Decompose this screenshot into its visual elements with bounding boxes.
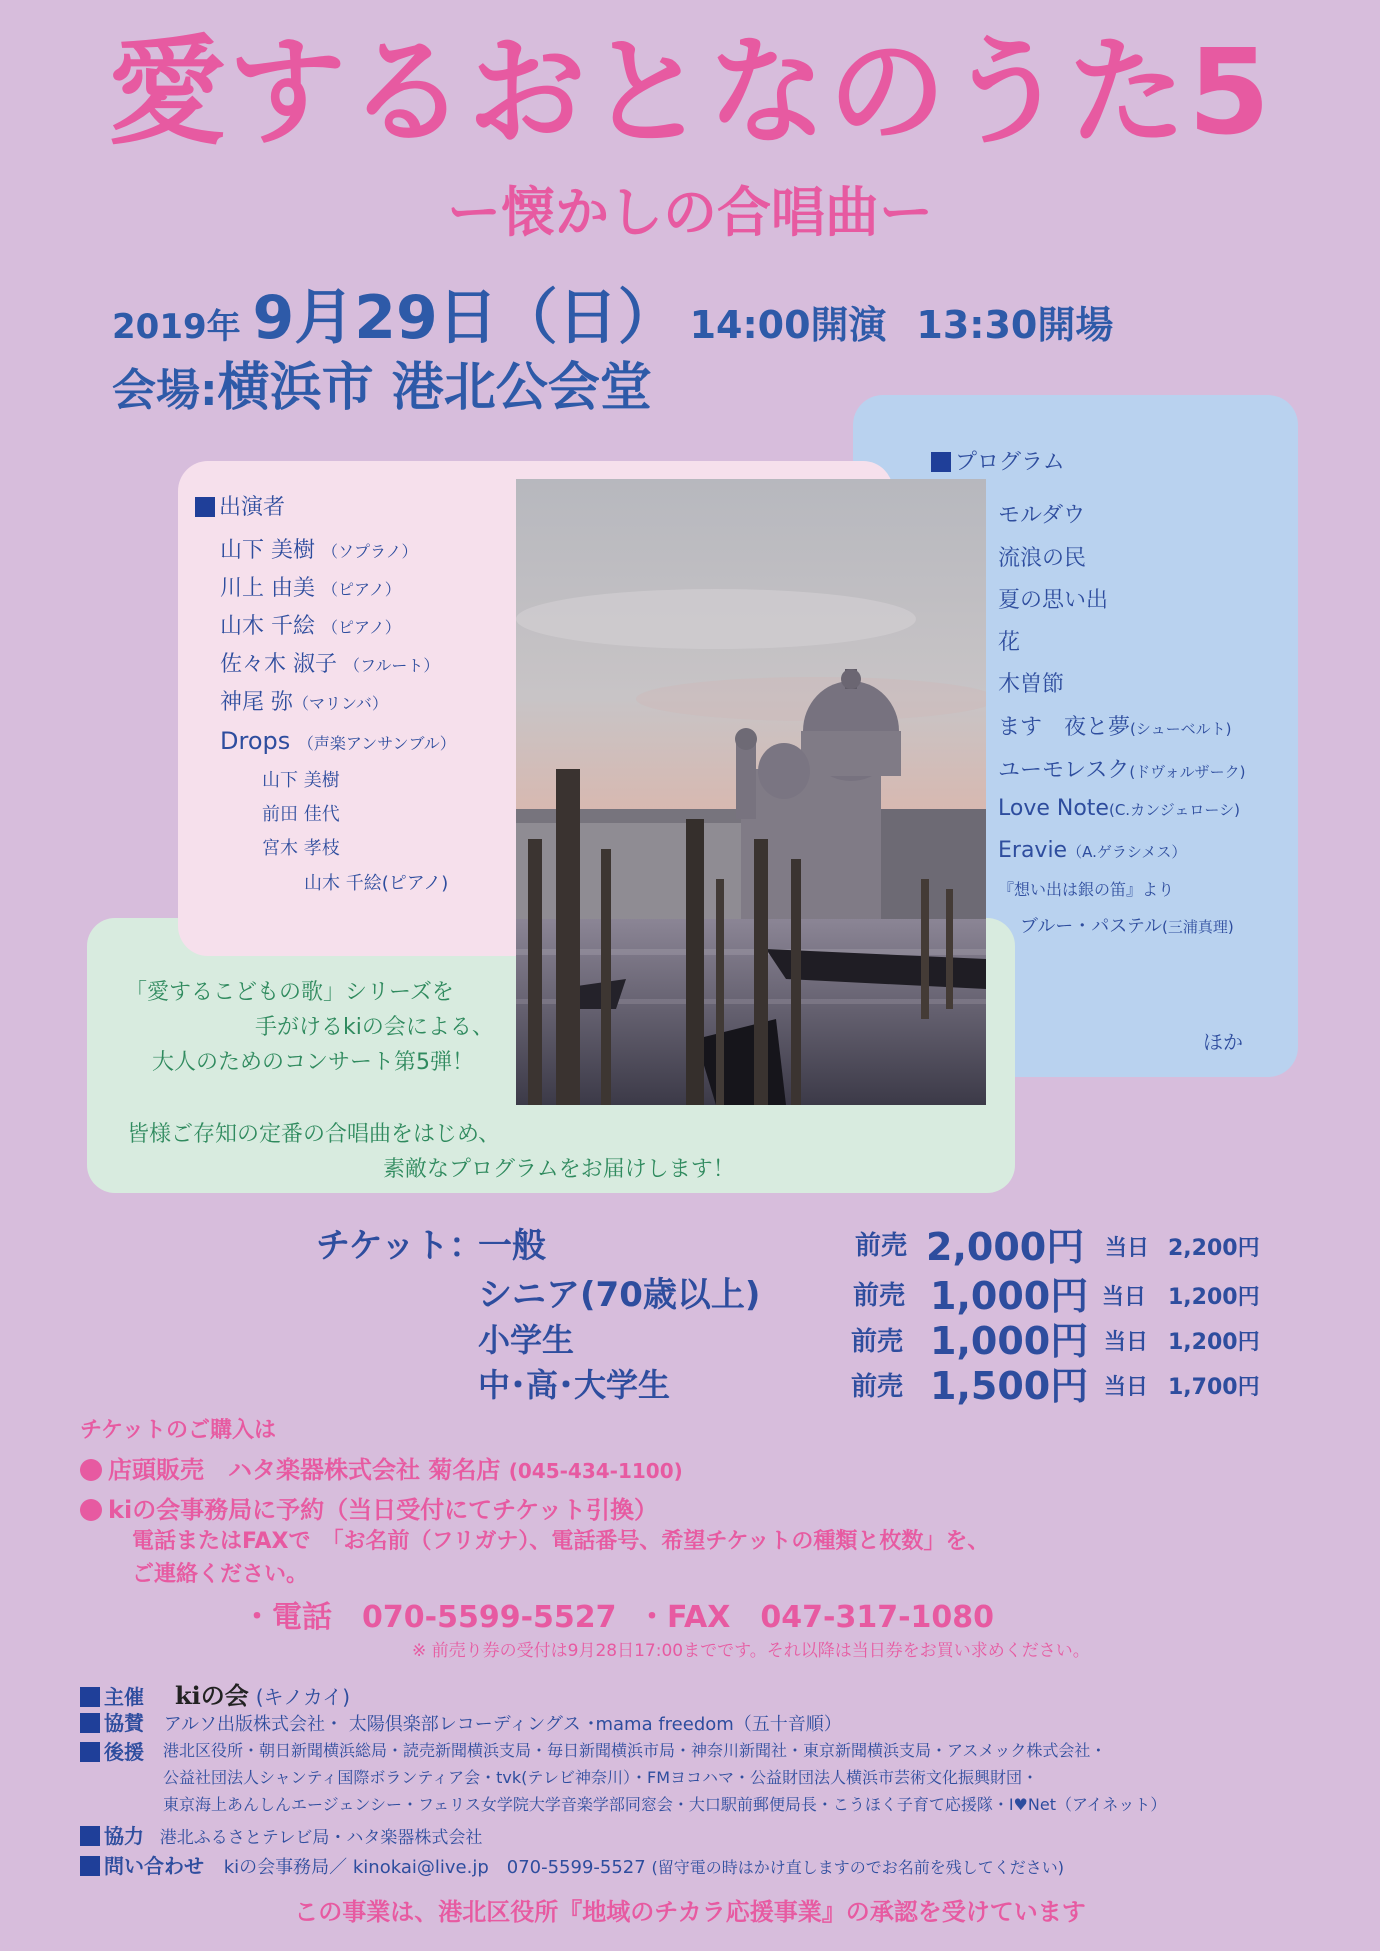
purchase-store: 店頭販売 ハタ楽器株式会社 菊名店 (045-434-1100) (80, 1450, 683, 1485)
description-line: 手がけるkiの会による、 (255, 1015, 494, 1040)
presale-label: 前売 (855, 1231, 908, 1261)
venue-name: 横浜市 港北公会堂 (217, 358, 652, 418)
support-line: 公益社団法人シャンティ国際ボランティア会・tvk(テレビ神奈川）・FMヨコハマ・公益財団法人横浜市芸術文化振興財団・ (163, 1768, 1039, 1787)
purchase-reserve: kiの会事務局に予約（当日受付にてチケット引換） (80, 1490, 658, 1525)
door-price: 1,200円 (1168, 1330, 1260, 1355)
presale-label: 前売 (851, 1327, 904, 1357)
ticket-category: 一般 (478, 1226, 546, 1266)
contact-tel: ・電話 070-5599-5527 (242, 1600, 617, 1635)
performer-item: 佐々木 淑子 （フルート） (220, 652, 440, 677)
program-item: ユーモレスク(ドヴォルザーク) (998, 758, 1246, 783)
reserve-desc: 電話またはFAXで 「お名前（フリガナ）、電話番号、希望チケットの種類と枚数」を、 (132, 1529, 990, 1554)
ticket-category: 小学生 (478, 1321, 575, 1359)
door-price: 2,200円 (1168, 1236, 1260, 1261)
event-subtitle: ー懐かしの合唱曲ー (447, 181, 933, 244)
bullet-icon (80, 1499, 102, 1521)
presale-price: 1,000円 (930, 1319, 1089, 1363)
program-item: ブルー・パステル(三浦真理) (1020, 916, 1234, 937)
coop-row: 協力 港北ふるさとテレビ局・ハタ楽器株式会社 (80, 1820, 482, 1849)
program-item: 夏の思い出 (998, 588, 1109, 613)
reserve-desc: ご連絡ください。 (132, 1562, 309, 1587)
performers-heading: 出演者 (195, 490, 285, 521)
event-date (112, 270, 1113, 356)
square-bullet-icon (80, 1826, 100, 1846)
door-label: 当日 (1104, 1375, 1149, 1400)
door-label: 当日 (1102, 1285, 1147, 1310)
program-suite-title: 『想い出は銀の笛』より (998, 880, 1175, 899)
ensemble-member: 山木 千絵(ピアノ) (304, 873, 449, 894)
program-heading: プログラム (931, 445, 1065, 476)
performer-item: Drops （声楽アンサンブル） (220, 727, 456, 755)
square-bullet-icon (80, 1742, 100, 1762)
ensemble-member: 宮木 孝枝 (262, 838, 340, 859)
contact-row: 問い合わせ kiの会事務局／ kinokai@live.jp 070-5599-5527 (留守電の時はかけ直しますのでお名前を残してください) (80, 1850, 1064, 1879)
door-price: 1,700円 (1168, 1375, 1260, 1400)
event-title: 愛するおとなのうた5 (107, 23, 1273, 161)
program-item: 流浪の民 (998, 546, 1087, 571)
program-item: モルダウ (998, 503, 1086, 528)
start-time: 14:00開演 (689, 303, 887, 347)
presale-label: 前売 (853, 1281, 906, 1311)
performer-item: 川上 由美 （ピアノ） (220, 576, 401, 601)
program-item: Love Note(C.カンジェローシ) (998, 796, 1240, 821)
support-line: 港北区役所・朝日新聞横浜総局・読売新聞横浜支局・毎日新聞横浜市局・神奈川新聞社・東京新聞横浜支局・アスメック株式会社・ (163, 1741, 1107, 1760)
ticket-label: チケット： (316, 1226, 483, 1266)
description-line: 大人のためのコンサート第5弾！ (152, 1050, 474, 1075)
footer-note: この事業は、港北区役所『地域のチカラ応援事業』の承認を受けています (294, 1898, 1086, 1926)
description-line: 素敵なプログラムをお届けします！ (383, 1157, 735, 1182)
square-bullet-icon (931, 452, 951, 472)
square-bullet-icon (195, 497, 215, 517)
contact-fax: ・FAX 047-317-1080 (637, 1600, 995, 1635)
description-line: 皆様ご存知の定番の合唱曲をはじめ、 (127, 1122, 501, 1147)
date-year: 2019年 (112, 307, 241, 347)
program-item: 花 (998, 630, 1021, 655)
sponsor-row: 協賛 アルソ出版株式会社・ 太陽倶楽部レコーディングス ･mama freedom（五十音順） (80, 1707, 842, 1736)
support-label: 後援 (80, 1736, 144, 1765)
ticket-category: シニア(70歳以上) (478, 1275, 761, 1315)
presale-price: 2,000円 (926, 1225, 1085, 1269)
square-bullet-icon (80, 1687, 100, 1707)
square-bullet-icon (80, 1713, 100, 1733)
program-etc: ほか (1203, 1030, 1243, 1054)
venue (112, 345, 652, 420)
program-item: 木曽節 (998, 672, 1065, 697)
kinokai-logo: kiの会 (174, 1681, 249, 1710)
ensemble-member: 山下 美樹 (262, 770, 340, 791)
open-time: 13:30開場 (916, 303, 1114, 347)
program-item: ます 夜と夢(シューベルト) (998, 715, 1232, 740)
performer-item: 神尾 弥（マリンバ） (220, 690, 388, 715)
performer-item: 山下 美樹 （ソプラノ） (220, 538, 418, 563)
presale-label: 前売 (851, 1372, 904, 1402)
door-label: 当日 (1105, 1236, 1150, 1261)
door-label: 当日 (1104, 1330, 1149, 1355)
presale-price: 1,000円 (930, 1274, 1089, 1318)
door-price: 1,200円 (1168, 1285, 1260, 1310)
venue-label: 会場: (112, 365, 218, 416)
presale-price: 1,500円 (930, 1364, 1089, 1408)
ticket-category: 中･高･大学生 (478, 1366, 671, 1404)
purchase-heading: チケットのご購入は (80, 1418, 277, 1443)
support-line: 東京海上あんしんエージェンシー・フェリス女学院大学音楽学部同窓会・大口駅前郵便局長・こうほく子育て応援隊・I♥Net（アイネット） (163, 1795, 1167, 1814)
bullet-icon (80, 1459, 102, 1481)
presale-note: ※ 前売り券の受付は9月28日17:00までです。それ以降は当日券をお買い求めください。 (412, 1641, 1090, 1661)
ensemble-member: 前田 佳代 (262, 804, 340, 825)
program-item: Eravie（A.ゲラシメス） (998, 838, 1187, 863)
venice-photo (516, 479, 986, 1105)
square-bullet-icon (80, 1856, 100, 1876)
performer-item: 山木 千絵 （ピアノ） (220, 614, 401, 639)
organizer-row: 主催 kiの会 (キノカイ) (80, 1676, 350, 1711)
description-line: 「愛するこどもの歌」シリーズを (125, 980, 454, 1005)
date-day: 9月29日（日） (252, 283, 678, 353)
